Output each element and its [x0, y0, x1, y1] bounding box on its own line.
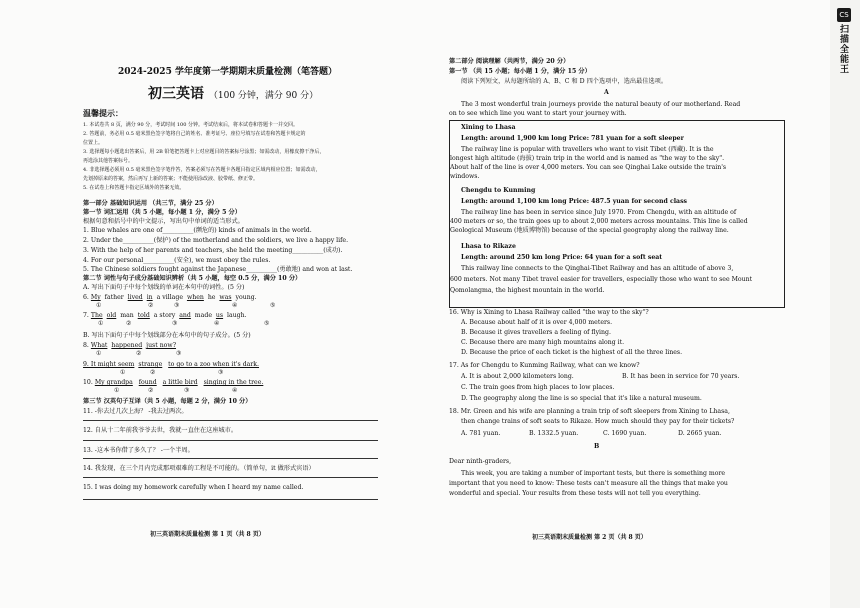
q6-word: My: [90, 294, 101, 301]
subject-title: [148, 86, 318, 104]
question-9: [83, 361, 259, 369]
reading-instructions: 阅读下列短文，从每题所给的 A、B、C 和 D 四个选项中，选出最佳选项。: [461, 78, 668, 85]
subject-note: （100 分钟，满分 90 分）: [208, 91, 319, 101]
question-16: 16. Why is Xining to Lhasa Railway called "the way to the sky"?: [449, 309, 649, 316]
question-15: 15. I was doing my homework carefully when I heard my name called.: [83, 484, 304, 491]
q6-word: a village: [156, 294, 183, 301]
scanner-watermark: [834, 8, 854, 78]
question-4: 4. For our personal__________(安全), we must obey the rules.: [83, 257, 271, 264]
q8-marker: ①: [96, 350, 102, 357]
q10-part: a little bird: [162, 379, 198, 386]
q10-marker: ①: [114, 387, 120, 394]
section1-heading: 第一节 词汇运用（共 5 小题，每小题 1 分，满分 5 分）: [83, 209, 241, 216]
letter-text: wonderful and special. Your results from these tests will not tell you everything.: [449, 490, 701, 497]
tip-line: 5. 在试卷上和答题卡指定区域外的答案无效。: [83, 185, 185, 191]
question-2: 2. Under the__________(保护) of the motherland and the soldiers, we live a happy life.: [83, 237, 349, 244]
answer-line: [83, 458, 378, 459]
q18-option: C. 1690 yuan.: [603, 430, 647, 437]
reading-section1-heading: 第一节 （共 15 小题；每小题 1 分，满分 15 分）: [449, 68, 591, 75]
q7-marker: ⑤: [264, 320, 270, 327]
q8-part: just now?: [146, 342, 177, 349]
answer-line: [83, 477, 378, 478]
tip-line: 2. 答题前，务必用 0.5 毫米黑色签字笔将自己的姓名、准考证号、座位号填写在试卷和答题卡规定的: [83, 131, 306, 137]
question-6: [83, 294, 257, 302]
tip-line: 1. 本试卷共 8 页，满分 90 分，考试时间 100 分钟。考试结束后，将本试卷和答题卡一并交回。: [83, 122, 298, 128]
train-line-text: Qomolangma, the highest mountain in the world.: [450, 287, 605, 294]
question-18: 18. Mr. Green and his wife are planning a train trip of soft sleepers from Xining to Lhasa,: [449, 408, 730, 415]
passage-intro: on to see which line you want to start your journey with.: [449, 110, 627, 117]
q7-marker: ④: [214, 320, 220, 327]
q10-num: 10.: [83, 379, 93, 386]
q7-word: told: [137, 312, 150, 319]
subject-name: 初三英语: [148, 86, 204, 102]
passage-b-label: B: [594, 443, 600, 450]
train-line-text: longest high altitude (海拔) train trip in the world and is named as "the way to the sky".: [450, 155, 725, 162]
q6-marker: ③: [174, 302, 180, 309]
train-line-name: Chengdu to Kunming: [461, 187, 536, 194]
q18-option: B. 1332.5 yuan.: [529, 430, 579, 437]
scanner-logo: CS: [837, 8, 851, 22]
q10-marker: ③: [184, 387, 190, 394]
question-3: 3. With the help of her parents and teachers, she held the meeting__________(成功).: [83, 247, 343, 254]
question-7: [83, 312, 247, 320]
question-17: 17. As for Chengdu to Kunming Railway, what can we know?: [449, 362, 640, 369]
section2a-instructions: A. 写出下面句子中每个划线的单词在本句中的词性。(5 分): [83, 284, 245, 291]
question-14: 14. 我发现，在三个月内完成那项艰难的工程是不可能的。（简单句，it 做形式宾语）: [83, 465, 315, 472]
q6-word: young.: [235, 294, 257, 301]
q18-option: A. 781 yuan.: [461, 430, 501, 437]
passage-intro: The 3 most wonderful train journeys provide the natural beauty of our motherland. Read: [461, 101, 741, 108]
q7-word: man: [120, 312, 134, 319]
q8-num: 8.: [83, 342, 89, 349]
q6-marker: ②: [148, 302, 154, 309]
train-line-name: Lhasa to Rikaze: [461, 243, 516, 250]
q7-word: and: [179, 312, 191, 319]
question-18-cont: then change trains of soft seats to Rikaze. How much should they pay for their tickets?: [461, 418, 735, 425]
q7-word: laugh.: [227, 312, 247, 319]
q8-marker: ②: [136, 350, 142, 357]
q9-marker: ②: [150, 369, 156, 376]
q16-option: D. Because the price of each ticket is the highest of all the three lines.: [461, 349, 683, 356]
train-line-info: Length: around 1,900 km long Price: 781 yuan for a soft sleeper: [461, 135, 684, 142]
question-1: 1. Blue whales are one of__________(濒危的) kinds of animals in the world.: [83, 227, 312, 234]
q7-word: The: [90, 312, 103, 319]
letter-text: This week, you are taking a number of important tests, but there is something more: [461, 470, 726, 477]
train-line-info: Length: around 250 km long Price: 64 yuan for a soft seat: [461, 254, 663, 261]
question-13: 13. -这本书你借了多久了？ -一个半周。: [83, 447, 194, 454]
question-11: 11. -你去过几次上海？ -我去过两次。: [83, 408, 188, 415]
section3-heading: 第三节 汉英句子互译（共 5 小题，每题 2 分，满分 10 分）: [83, 398, 252, 405]
q9-part: 9. It might seem: [83, 361, 135, 368]
q6-marker: ④: [232, 302, 238, 309]
tip-line: 位置上。: [83, 140, 104, 146]
question-12: 12. 自从十二年前我爷爷去世，我就一直住在这座城市。: [83, 427, 238, 434]
scanner-name: 扫描全能王: [838, 24, 848, 74]
q10-part: My grandpa: [94, 379, 133, 386]
train-line-text: 600 meters. Not many Tibet travel easier for travellers, especially those who want to see Mount: [450, 276, 753, 283]
q6-word: when: [186, 294, 204, 301]
q9-marker: ①: [120, 369, 126, 376]
train-line-text: About half of the line is over 4,000 meters. You can see Qinghai Lake outside the train's: [450, 164, 727, 171]
q17-option: B. It has been in service for 70 years.: [622, 373, 740, 380]
q6-word: in: [146, 294, 153, 301]
q6-marker: ⑤: [270, 302, 276, 309]
q16-option: B. Because it gives travellers a feeling of flying.: [461, 329, 611, 336]
q8-part: What: [90, 342, 108, 349]
tip-line: 4. 非选择题必须用 0.5 毫米黑色签字笔作答，答案必须写在答题卡各题目指定区域内相应位置；如需改动，: [83, 167, 321, 173]
q7-word: made: [194, 312, 212, 319]
q7-marker: ①: [98, 320, 104, 327]
q6-marker: ①: [96, 302, 102, 309]
q7-word: old: [106, 312, 117, 319]
train-line-name: Xining to Lhasa: [461, 124, 516, 131]
q6-word: father: [104, 294, 124, 301]
part2-heading: 第二部分 阅读理解（共两节，满分 20 分）: [449, 58, 570, 65]
letter-greeting: Dear ninth-graders,: [449, 458, 512, 465]
tip-line: 3. 选择题每小题选出答案后，用 2B 铅笔把答题卡上对应题目的答案标号涂黑；如需改动，用橡皮擦干净后，: [83, 149, 325, 155]
question-5: 5. The Chinese soldiers fought against the Japanese__________(勇敢地) and won at last.: [83, 266, 353, 273]
q8-part: happened: [111, 342, 143, 349]
answer-line: [83, 440, 378, 441]
section1-instructions: 根据句意和括号中的中文提示，写出句中单词的适当形式。: [83, 218, 244, 225]
q6-word: was: [219, 294, 232, 301]
q18-option: D. 2665 yuan.: [678, 430, 722, 437]
exam-title: 2024-2025 学年度第一学期期末质量检测（笔答题）: [118, 67, 337, 77]
tip-line: 再选涂其他答案标号。: [83, 158, 134, 164]
tips-heading: 温馨提示：: [83, 108, 123, 118]
page1-footer: 初三英语期末质量检测 第 1 页（共 8 页）: [150, 531, 265, 538]
q17-option: C. The train goes from high places to low places.: [461, 384, 615, 391]
q7-word: us: [215, 312, 224, 319]
train-line-text: windows.: [450, 173, 480, 180]
question-8: [83, 342, 176, 350]
tip-line: 先划掉原来的答案，然后再写上新的答案；不能使用涂改液、胶带纸、修正带。: [83, 176, 259, 182]
q6-num: 6.: [83, 294, 89, 301]
q9-marker: ③: [218, 369, 224, 376]
train-line-text: Geological Museum (地质博物馆) because of the special geography along the railway line.: [450, 227, 729, 234]
answer-line: [83, 420, 378, 421]
q17-option: D. The geography along the line is so special that it's like a natural museum.: [461, 395, 702, 402]
part1-heading: 第一部分 基础知识运用 （共三节，满分 25 分）: [83, 200, 218, 207]
q10-part: found: [138, 379, 157, 386]
section2-heading: 第二节 词性与句子成分基础知识辨析（共 5 小题，每空 0.5 分，满分 10 分）: [83, 275, 302, 282]
q10-marker: ②: [148, 387, 154, 394]
q10-part: singing in the tree.: [203, 379, 264, 386]
q6-word: he: [207, 294, 216, 301]
q7-word: a story: [153, 312, 176, 319]
q9-part: strange: [138, 361, 163, 368]
train-line-text: This railway line connects to the Qinghai-Tibet Railway and has an altitude of above 3,: [461, 265, 734, 272]
train-line-text: 400 meters or so, the train goes up to about 2,000 meters across mountains. This line is called: [450, 218, 748, 225]
q16-option: A. Because about half of it is over 4,000 meters.: [461, 319, 613, 326]
letter-text: important that you need to know: These tests can't measure all the things that make you: [449, 480, 728, 487]
q10-marker: ④: [232, 387, 238, 394]
section2b-instructions: B. 写出下面句子中每个划线部分在本句中的句子成分。(5 分): [83, 332, 251, 339]
train-line-info: Length: around 1,100 km long Price: 487.5 yuan for second class: [461, 198, 688, 205]
question-10: [83, 379, 263, 387]
train-line-text: The railway line has been in service since July 1970. From Chengdu, with an altitude of: [461, 209, 737, 216]
q7-marker: ③: [172, 320, 178, 327]
train-line-text: The railway line is popular with travellers who want to visit Tibet (西藏). It is the: [461, 146, 714, 153]
q7-num: 7.: [83, 312, 89, 319]
q9-part: to go to a zoo when it's dark.: [168, 361, 260, 368]
q6-word: lived: [127, 294, 143, 301]
q7-marker: ②: [126, 320, 132, 327]
q16-option: C. Because there are many high mountains along it.: [461, 339, 625, 346]
q17-option: A. It is about 2,000 kilometers long.: [461, 373, 574, 380]
q8-marker: ③: [176, 350, 182, 357]
answer-line: [83, 499, 378, 500]
page2-footer: 初三英语期末质量检测 第 2 页（共 8 页）: [532, 534, 647, 541]
passage-a-label: A: [604, 89, 609, 96]
